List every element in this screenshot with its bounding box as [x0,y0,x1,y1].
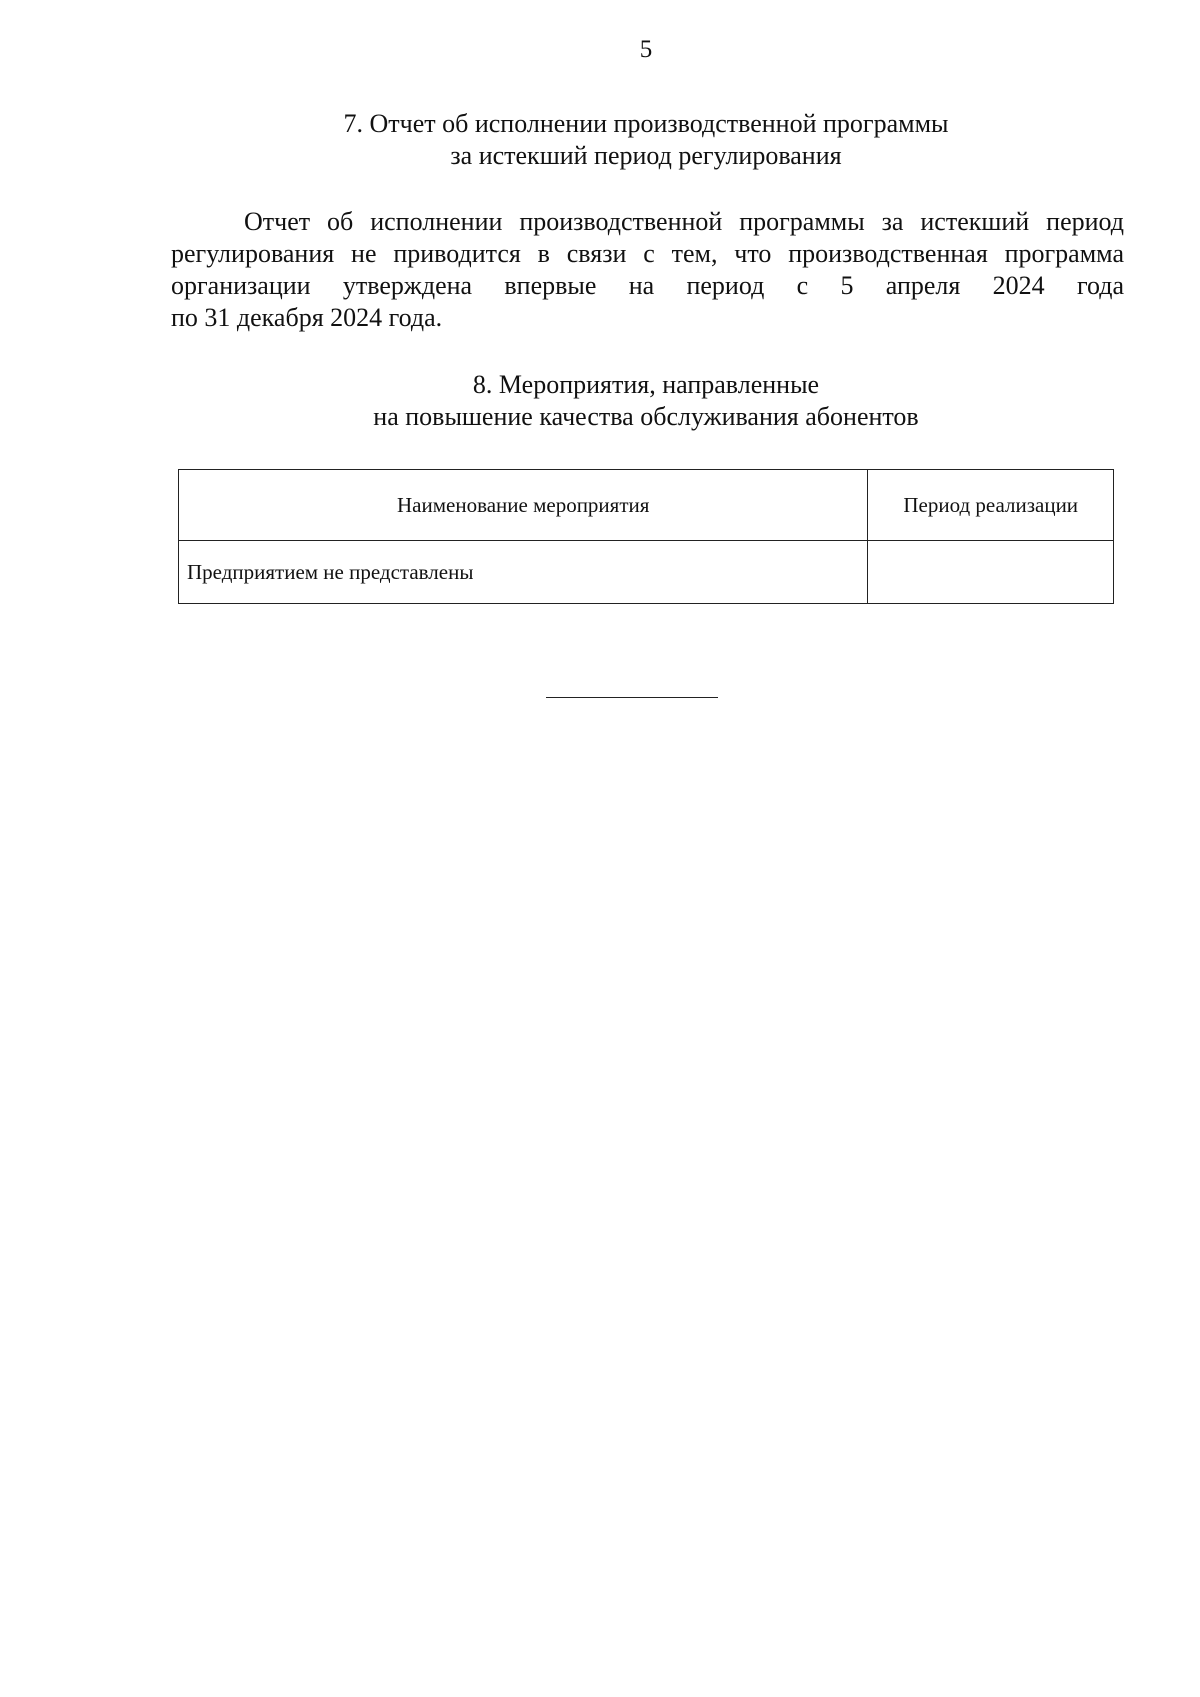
paragraph-line: по 31 декабря 2024 года. [171,303,443,332]
measures-table [178,469,1114,604]
cell-implementation-period [868,541,1114,604]
end-of-document-rule [546,697,718,698]
section-8-title-line-1: 8. Мероприятия, направленные [472,370,820,399]
section-7-paragraph [171,206,1124,334]
table-header-row [179,470,1114,541]
section-7-title-line-1: 7. Отчет об исполнении производственной программы [343,109,949,138]
section-8-title [0,369,1200,433]
paragraph-line: регулирования не приводится в связи с тем, что производственная программа [171,239,1124,268]
section-7-title [0,108,1200,172]
section-8-title-line-2: на повышение качества обслуживания абонентов [373,402,919,431]
section-7-title-line-2: за истекший период регулирования [450,141,842,170]
paragraph-line: Отчет об исполнении производственной программы за истекший период [244,207,1124,236]
page-number: 5 [639,36,653,63]
cell-measure-name: Предприятием не представлены [179,541,868,604]
header-implementation-period: Период реализации [868,470,1114,541]
paragraph-line: организации утверждена впервые на период с 5 апреля 2024 года [171,271,1124,300]
table-row [179,541,1114,604]
header-measure-name: Наименование мероприятия [179,470,868,541]
